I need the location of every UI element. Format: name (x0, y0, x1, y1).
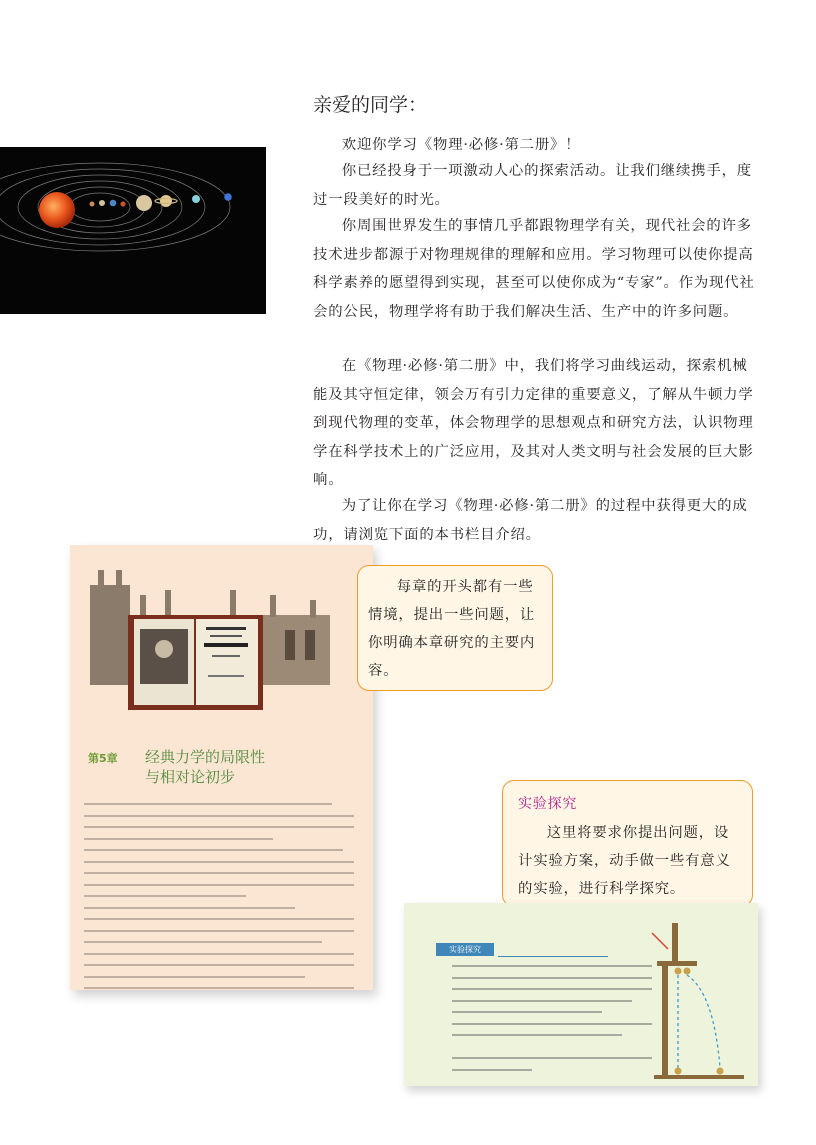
chapter-title-line-1: 经典力学的局限性 (145, 748, 266, 766)
sample-experiment-page (404, 903, 758, 1086)
experiment-tag-row (436, 943, 611, 956)
letter-paragraph-3: 你周围世界发生的事情几乎都跟物理学有关，现代社会的许多技术进步都源于对物理规律的理解和应用。学习物理可以使你提高科学素养的愿望得到实现，甚至可以使你成为“专家”。作为现代社会的公民，物理学将有助于我们解决生活、生产中的许多问题。 (313, 218, 755, 320)
letter-paragraph-4: 在《物理·必修·第二册》中，我们将学习曲线运动，探索机械能及其守恒定律，领会万有引力定律的重要意义，了解从牛顿力学到现代物理的变革，体会物理学的思想观点和研究方法，认识物理学在科学技术上的广泛应用，及其对人类文明与社会发展的巨大影响。 (313, 358, 754, 488)
letter-greeting: 亲爱的同学： (313, 94, 428, 116)
letter-paragraph-2: 你已经投身于一项激动人心的探索活动。让我们继续携手，度过一段美好的时光。 (313, 163, 752, 208)
letter-paragraph-5: 为了让你在学习《物理·必修·第二册》的过程中获得更大的成功，请浏览下面的本书栏目介绍。 (313, 498, 748, 543)
experiment-subtitle-bar (498, 943, 608, 957)
projectile-experiment-diagram (642, 913, 752, 1083)
chapter-intro-callout-text: 每章的开头都有一些情境，提出一些问题，让你明确本章研究的主要内容。 (368, 579, 536, 679)
experiment-callout-title: 实验探究 (518, 796, 578, 812)
letter-paragraph-1: 欢迎你学习《物理·必修·第二册》！ (341, 137, 581, 153)
chapter-title-line-2: 与相对论初步 (145, 768, 236, 786)
chapter-title (145, 747, 295, 787)
experiment-text-lines (452, 965, 652, 1080)
experiment-callout (502, 780, 753, 907)
chapter-intro-text-lines (84, 803, 354, 990)
experiment-tag: 实验探究 (436, 943, 494, 956)
solar-system-image (0, 147, 266, 314)
principia-book-image (128, 615, 263, 710)
sample-chapter-page (70, 545, 373, 990)
chapter-intro-callout (357, 565, 553, 691)
experiment-callout-text: 这里将要求你提出问题，设计实验方案，动手做一些有意义的实验，进行科学探究。 (518, 825, 731, 897)
chapter-number-label: 第5章 (88, 752, 118, 765)
